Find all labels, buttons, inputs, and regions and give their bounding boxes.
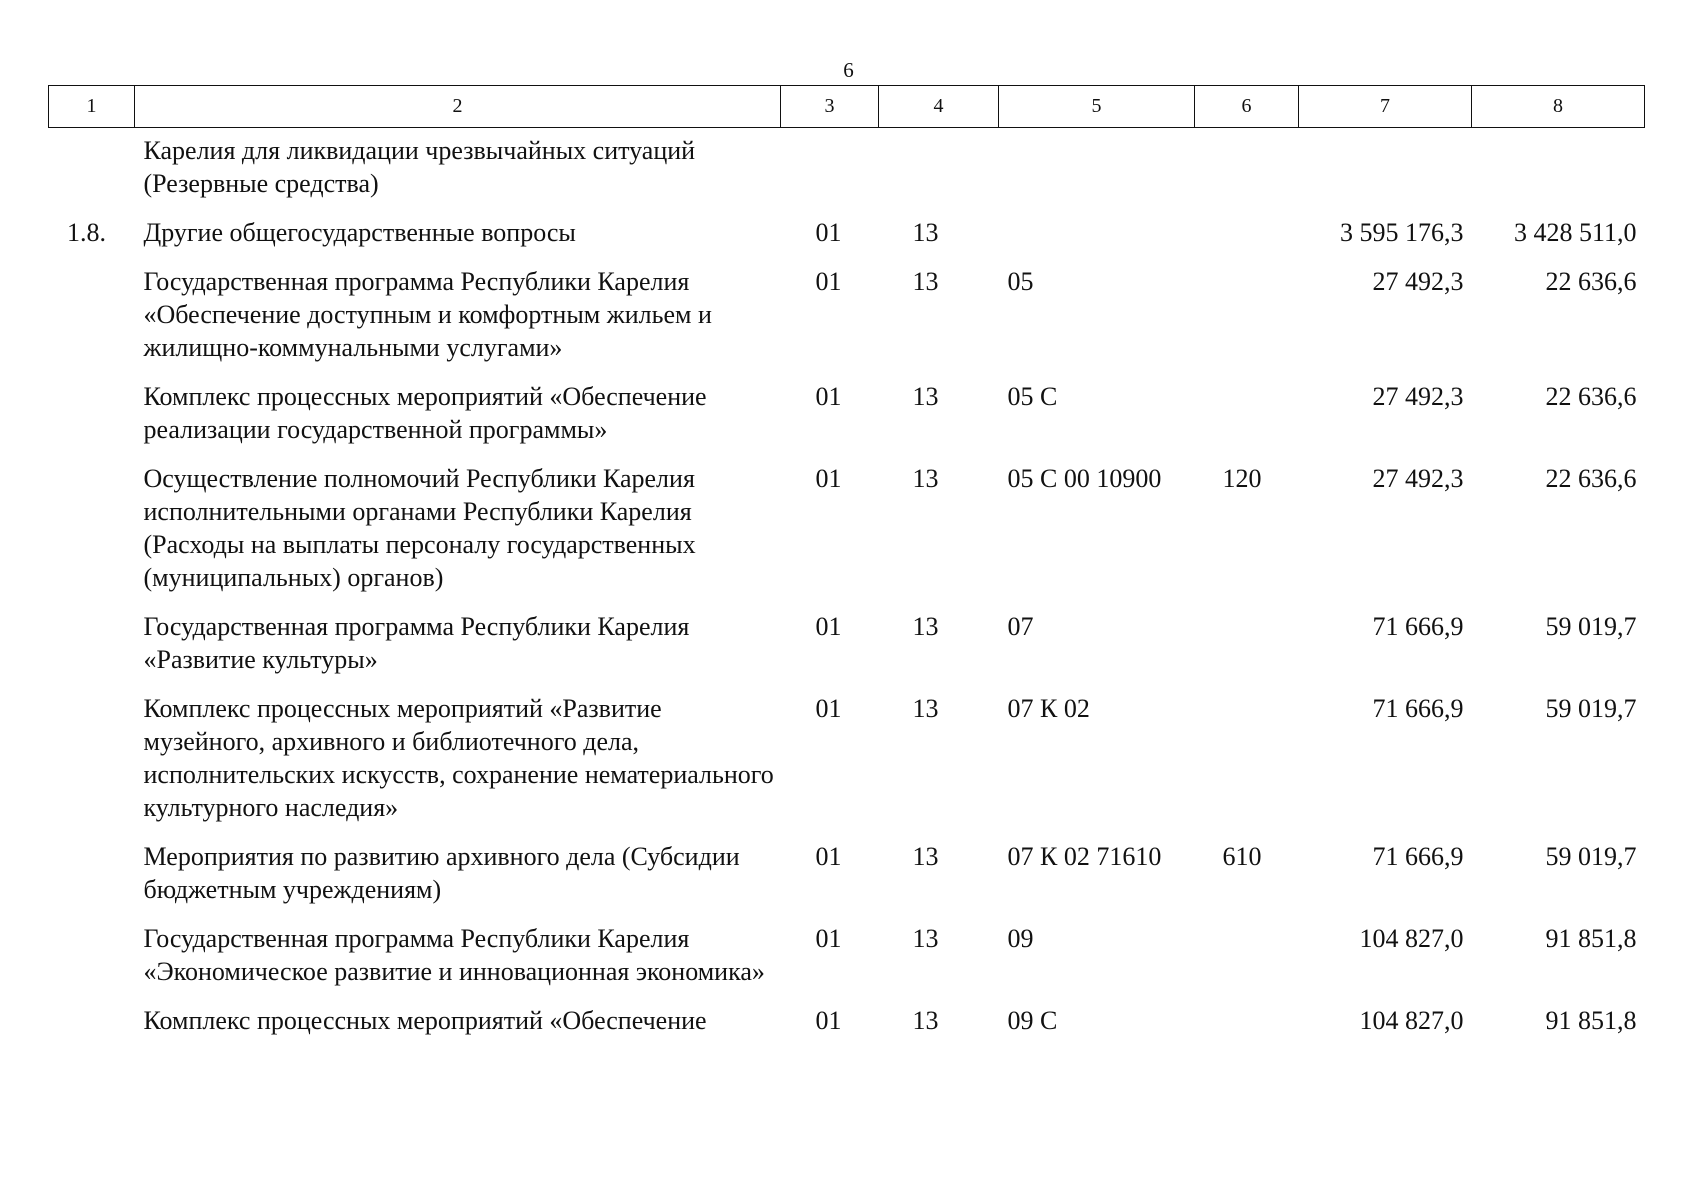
column-header-5: 5 [999,86,1195,128]
row-amount-year1: 27 492,3 [1372,464,1464,493]
row-amount-year1: 71 666,9 [1372,694,1464,723]
row-subsection-code [879,128,999,217]
column-header-6: 6 [1195,86,1299,128]
column-header-1: 1 [49,86,135,128]
row-number [49,380,135,462]
column-header-2: 2 [135,86,781,128]
page-number: 6 [843,58,854,82]
table-row [49,265,1645,380]
table-row [49,380,1645,462]
row-section-code: 01 [815,218,842,247]
row-section-code [781,128,879,217]
row-target-code: 09 [1007,924,1034,953]
row-number [49,922,135,1004]
row-subsection-code: 13 [912,924,939,953]
row-name: Другие общегосударственные вопросы [143,218,576,247]
row-expense-type [1195,216,1299,265]
column-header-8: 8 [1472,86,1645,128]
row-expense-type [1195,692,1299,840]
table-header-row [49,86,1645,128]
row-expense-type: 610 [1222,842,1262,871]
row-name: Осуществление полномочий Республики Карелия исполнительными органами Республики Карелия (Расходы на выплаты персоналу государственных (муниципальных) органов) [143,464,696,592]
table-row [49,1004,1645,1053]
row-target-code [999,128,1195,217]
row-section-code: 01 [815,694,842,723]
row-section-code: 01 [815,464,842,493]
row-amount-year2: 22 636,6 [1545,464,1637,493]
row-target-code: 07 [1007,612,1034,641]
row-expense-type: 120 [1222,464,1262,493]
row-name: Комплекс процессных мероприятий «Обеспечение реализации государственной программы» [143,382,707,444]
row-subsection-code: 13 [912,464,939,493]
row-target-code [999,216,1195,265]
row-subsection-code: 13 [912,612,939,641]
row-expense-type [1195,380,1299,462]
row-amount-year1: 71 666,9 [1372,842,1464,871]
row-name: Государственная программа Республики Карелия «Развитие культуры» [143,612,690,674]
row-section-code: 01 [815,267,842,296]
row-amount-year2: 22 636,6 [1545,382,1637,411]
table-row [49,692,1645,840]
row-name: Комплекс процессных мероприятий «Развитие музейного, архивного и библиотечного дела, исполнительских искусств, сохранение нематериального культурного наследия» [143,694,774,822]
row-subsection-code: 13 [912,1006,939,1035]
row-expense-type [1195,1004,1299,1053]
row-section-code: 01 [815,382,842,411]
row-amount-year2: 59 019,7 [1545,694,1637,723]
row-name: Комплекс процессных мероприятий «Обеспечение [143,1006,707,1035]
row-number [49,610,135,692]
row-target-code: 07 К 02 [1007,694,1090,723]
row-section-code: 01 [815,842,842,871]
row-number [49,128,135,217]
row-amount-year2: 3 428 511,0 [1513,218,1637,247]
row-expense-type [1195,265,1299,380]
table-row [49,128,1645,217]
row-name: Государственная программа Республики Карелия «Экономическое развитие и инновационная экономика» [143,924,765,986]
row-number: 1.8. [67,218,106,247]
row-amount-year2: 22 636,6 [1545,267,1637,296]
row-expense-type [1195,922,1299,1004]
row-amount-year2: 59 019,7 [1545,612,1637,641]
row-number [49,1004,135,1053]
row-amount-year1 [1299,128,1472,217]
table-row [49,840,1645,922]
row-amount-year2: 59 019,7 [1545,842,1637,871]
table-row [49,462,1645,610]
row-target-code: 07 К 02 71610 [1007,842,1162,871]
row-amount-year2: 91 851,8 [1545,924,1637,953]
row-number [49,265,135,380]
table-row [49,216,1645,265]
row-amount-year2 [1472,128,1645,217]
row-amount-year1: 3 595 176,3 [1340,218,1464,247]
row-expense-type [1195,610,1299,692]
table-row [49,922,1645,1004]
row-number [49,692,135,840]
row-expense-type [1195,128,1299,217]
row-number [49,462,135,610]
row-amount-year1: 27 492,3 [1372,267,1464,296]
row-amount-year1: 71 666,9 [1372,612,1464,641]
budget-table [48,85,1645,1053]
row-amount-year1: 27 492,3 [1372,382,1464,411]
column-header-4: 4 [879,86,999,128]
row-target-code: 09 С [1007,1006,1058,1035]
column-header-7: 7 [1299,86,1472,128]
row-name: Государственная программа Республики Карелия «Обеспечение доступным и комфортным жильем и жилищно-коммунальными услугами» [143,267,712,362]
row-subsection-code: 13 [912,267,939,296]
row-section-code: 01 [815,924,842,953]
row-subsection-code: 13 [912,694,939,723]
row-section-code: 01 [815,1006,842,1035]
row-subsection-code: 13 [912,382,939,411]
row-name: Карелия для ликвидации чрезвычайных ситуаций (Резервные средства) [143,136,696,198]
row-target-code: 05 [1007,267,1034,296]
row-subsection-code: 13 [912,218,939,247]
row-target-code: 05 С [1007,382,1058,411]
row-name: Мероприятия по развитию архивного дела (Субсидии бюджетным учреждениям) [143,842,740,904]
table-row [49,610,1645,692]
row-amount-year2: 91 851,8 [1545,1006,1637,1035]
row-target-code: 05 С 00 10900 [1007,464,1162,493]
row-number [49,840,135,922]
row-section-code: 01 [815,612,842,641]
row-subsection-code: 13 [912,842,939,871]
row-amount-year1: 104 827,0 [1359,1006,1464,1035]
row-amount-year1: 104 827,0 [1359,924,1464,953]
column-header-3: 3 [781,86,879,128]
